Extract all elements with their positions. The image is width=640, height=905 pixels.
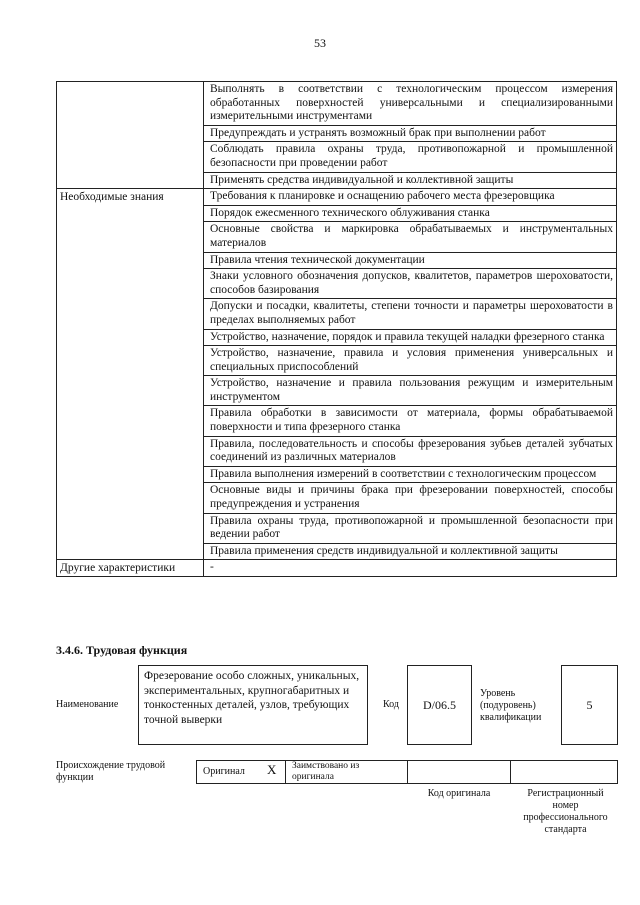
row-content — [204, 189, 617, 560]
list-item: Порядок ежесменного технического облуживания станка — [204, 205, 616, 222]
list-item: Допуски и посадки, квалитеты, степени точности и параметры шероховатости в пределах выполняемых работ — [204, 298, 616, 328]
borrowed-cell — [285, 760, 408, 784]
page-number: 53 — [314, 36, 326, 50]
original-cell — [196, 760, 286, 784]
table-row — [57, 82, 617, 189]
list-item: Предупреждать и устранять возможный брак при выполнении работ — [204, 125, 616, 142]
table-row — [57, 189, 617, 560]
name-value-box — [138, 665, 368, 745]
row-label — [57, 82, 204, 189]
list-item: Основные виды и причины брака при фрезеровании поверхностей, способы предупреждения и устранения — [204, 482, 616, 512]
list-item: Соблюдать правила охраны труда, противопожарной и промышленной безопасности при проведении работ — [204, 141, 616, 171]
table-row — [57, 560, 617, 577]
list-item: Основные свойства и маркировка обрабатываемых и инструментальных материалов — [204, 221, 616, 251]
name-label: Наименование — [56, 699, 119, 710]
list-item: Правила выполнения измерений в соответствии с технологическим процессом — [204, 466, 616, 483]
code-label: Код — [383, 699, 399, 710]
origin-label: Происхождение трудовой функции — [56, 760, 166, 783]
list-item: - — [210, 561, 214, 574]
level-label: Уровень (подуровень) квалификации — [480, 688, 542, 723]
row-content — [204, 560, 617, 577]
reg-number-label: Регистрационный номер профессионального стандарта — [523, 788, 608, 835]
code-value: D/06.5 — [423, 698, 456, 712]
list-item: Устройство, назначение, порядок и правила текущей наладки фрезерного станка — [204, 329, 616, 346]
list-item: Правила применения средств индивидуальной и коллективной защиты — [204, 543, 616, 560]
list-item: Выполнять в соответствии с технологическим процессом измерения обработанных поверхностей универсальными и специализированными измерительными инструментами — [210, 83, 613, 123]
reg-number-cell — [510, 760, 618, 784]
list-item: Правила обработки в зависимости от материала, формы обрабатываемой поверхности и типа фрезерного станка — [204, 405, 616, 435]
list-item: Требования к планировке и оснащению рабочего места фрезеровщика — [210, 190, 555, 203]
level-value: 5 — [586, 698, 593, 712]
list-item: Устройство, назначение, правила и условия применения универсальных и специальных приспособлений — [204, 345, 616, 375]
borrowed-label: Заимствовано из оригинала — [292, 761, 360, 782]
requirements-table — [56, 81, 617, 577]
code-original-cell — [407, 760, 511, 784]
list-item: Устройство, назначение и правила пользования режущим и измерительным инструментом — [204, 375, 616, 405]
list-item: Применять средства индивидуальной и коллективной защиты — [204, 172, 616, 189]
original-label: Оригинал — [203, 766, 245, 777]
list-item: Правила, последовательность и способы фрезерования зубьев деталей зубчатых соединений из различных материалов — [204, 436, 616, 466]
list-item: Правила чтения технической документации — [204, 252, 616, 269]
name-value: Фрезерование особо сложных, уникальных, экспериментальных, крупногабаритных и тонкостенных деталей, узлов, требующих точной выверки — [144, 670, 360, 726]
row-content — [204, 82, 617, 189]
section-title: 3.4.6. Трудовая функция — [56, 643, 188, 657]
code-value-box — [407, 665, 472, 745]
level-value-box — [561, 665, 618, 745]
row-label: Необходимые знания — [57, 189, 204, 560]
list-item: Правила охраны труда, противопожарной и промышленной безопасности при ведении работ — [204, 513, 616, 543]
code-original-label: Код оригинала — [427, 788, 491, 799]
original-mark: X — [267, 762, 277, 777]
list-item: Знаки условного обозначения допусков, квалитетов, параметров шероховатости, способов базирования — [204, 268, 616, 298]
row-label: Другие характеристики — [57, 560, 204, 577]
